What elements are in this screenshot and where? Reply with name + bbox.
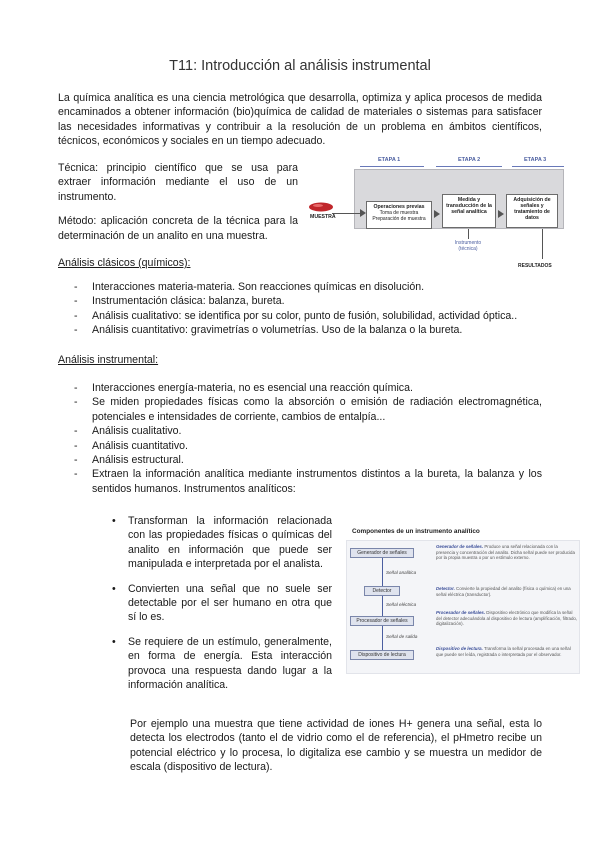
box-detector: Detector [364, 586, 400, 596]
classic-list [74, 280, 542, 338]
metodo-definition: Método: aplicación concreta de la técnica para la determinación de un analito en una muestra. [58, 215, 298, 242]
box1-line2: Preparación de muestra [372, 216, 426, 222]
classic-item: - Instrumentación clásica: balanza, bureta. [74, 294, 542, 308]
instrumental-item: - Se miden propiedades físicas como la absorción o emisión de radiación electromagnética, potenciales e intensidades de corriente, cambios de entalpía... [74, 395, 542, 424]
desc-term: Procesador de señales. [436, 610, 486, 615]
box1-line1: Toma de muestra [379, 210, 419, 216]
signal-salida: Señal de salida [386, 634, 418, 639]
desc-text: Convierte la propiedad del analito (física o química) en una señal eléctrica (transductor). [436, 586, 571, 597]
box1-title: Operaciones previas [373, 204, 425, 210]
instrumental-item: - Interacciones energía-materia, no es esencial una reacción química. [74, 381, 542, 395]
box2-text: Medida y transducción de la señal analítica [446, 197, 492, 215]
instrumental-list [74, 381, 542, 496]
instrumental-heading: Análisis instrumental: [58, 354, 159, 366]
arrow-1-2 [434, 210, 440, 218]
diagram2-title: Componentes de un instrumento analítico [352, 528, 480, 535]
analytical-process-diagram [306, 154, 578, 272]
desc-text: Produce una señal relacionada con la presencia y concentración del analito. Dicha señal puede ser producida por la propia muestra o por un estímulo externo. [436, 544, 575, 561]
resultados-label: RESULTADOS [518, 263, 552, 269]
stage-3-line [512, 166, 564, 167]
instrument-bullets [112, 514, 332, 702]
desc-procesador [436, 610, 578, 627]
muestra-arrow-line [332, 213, 362, 214]
stage-1-line [360, 166, 424, 167]
desc-text: Transforma la señal procesada en una señal que puede ser leída, registrada o interpretada por el observador. [436, 646, 571, 657]
stage-2-label: ETAPA 2 [458, 157, 481, 163]
signal-analitica: Señal analítica [386, 570, 417, 575]
classic-heading: Análisis clásicos (químicos): [58, 257, 191, 269]
box-operaciones-previas [366, 201, 432, 229]
bullet-item: • Transforman la información relacionada con las propiedades físicas o químicas del analito en información que puede ser manipulada e interpretada por el analista. [112, 514, 332, 572]
muestra-label: MUESTRA [310, 214, 336, 220]
classic-item: - Análisis cuantitativo: gravimetrías o volumetrías. Uso de la balanza o la bureta. [74, 323, 542, 337]
tecnica-definition: Técnica: principio científico que se usa para extraer información mediante el uso de un instrumento. [58, 162, 298, 203]
desc-term: Generador de señales. [436, 544, 484, 549]
desc-term: Detector. [436, 586, 455, 591]
box-lectura: Dispositivo de lectura [350, 650, 414, 660]
classic-item: - Interacciones materia-materia. Son reacciones químicas en disolución. [74, 280, 542, 294]
instrument-components-diagram [344, 526, 582, 676]
bullet-item: • Se requiere de un estímulo, generalmente, en forma de energía. Esta interacción provoca una respuesta dando lugar a la información analítica. [112, 635, 332, 693]
desc-term: Dispositivo de lectura. [436, 646, 483, 651]
instrumental-item: - Análisis cualitativo. [74, 424, 542, 438]
desc-generador [436, 544, 578, 561]
box-adquisicion-datos [506, 194, 558, 228]
page-title: T11: Introducción al análisis instrumental [169, 58, 431, 74]
sample-icon [308, 201, 334, 213]
desc-detector [436, 586, 578, 597]
instrumental-item: - Extraen la información analítica mediante instrumentos distintos a la bureta, la balanza y los sentidos humanos. Instrumentos analíticos: [74, 467, 542, 496]
intro-paragraph: La química analítica es una ciencia metrológica que desarrolla, optimiza y aplica procesos de medida encaminados a obtener información (bio)química de calidad de materiales o sistemas para satisfacer las necesidades informativas y contribuir a la resolución de un problema en ámbitos científicos, técnicos, económicos y sociales en un tiempo adecuado. [58, 92, 542, 148]
instrumento-line [468, 229, 469, 239]
instrumental-item: - Análisis estructural. [74, 453, 542, 467]
resultados-line [542, 229, 543, 259]
signal-electrica: Señal eléctrica [386, 602, 417, 607]
stage-1-label: ETAPA 1 [378, 157, 401, 163]
box-procesador: Procesador de señales [350, 616, 414, 626]
instrumento-label: Instrumento (técnica) [454, 240, 482, 252]
stage-2-line [436, 166, 502, 167]
desc-lectura [436, 646, 578, 657]
flow-line [382, 556, 383, 658]
arrow-2-3 [498, 210, 504, 218]
example-paragraph: Por ejemplo una muestra que tiene actividad de iones H+ genera una señal, esta lo detecta los electrodos (tanto el de vidrio como el de referencia), el pHmetro recibe un potencial eléctrico y lo procesa, lo digitaliza ese cambio y se muestra un medidor de escala (dispositivo de lectura). [130, 718, 542, 774]
instrumental-item: - Análisis cuantitativo. [74, 439, 542, 453]
desc-text: Dispositivo electrónico que modifica la señal del detector adecuándola al dispositivo de lectura (amplificación, filtrado, digitalización). [436, 610, 578, 627]
definitions [58, 161, 298, 253]
bullet-item: • Convierten una señal que no suele ser detectable por el ser humano en otra que sí lo es. [112, 582, 332, 625]
box-generador: Generador de señales [350, 548, 414, 558]
stage-3-label: ETAPA 3 [524, 157, 547, 163]
classic-item: - Análisis cualitativo: se identifica por su color, punto de fusión, solubilidad, actividad óptica.. [74, 309, 542, 323]
box3-text: Adquisición de señales y tratamiento de datos [513, 197, 551, 221]
box-medida-transduccion [442, 194, 496, 228]
